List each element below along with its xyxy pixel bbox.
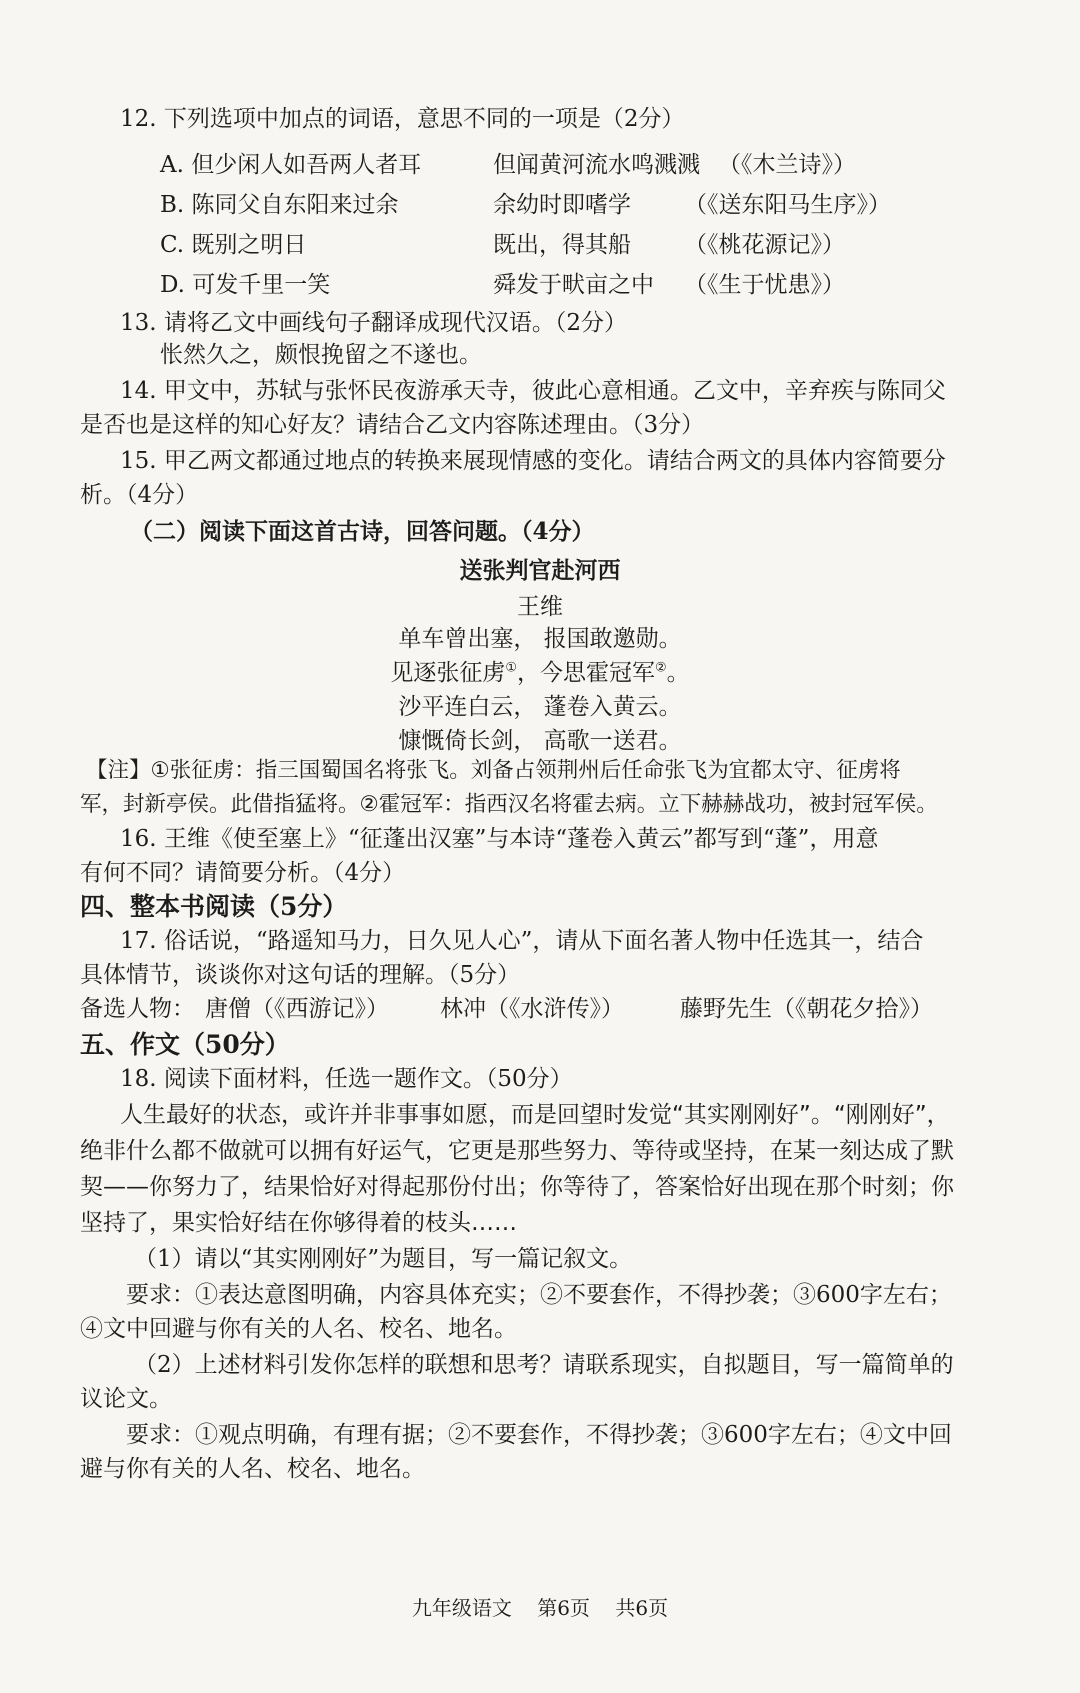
material-line3: 契——你努力了，结果恰好对得起那份付出；你等待了，答案恰好出现在那个时刻；你 <box>80 1174 954 1200</box>
question-14-line2: 是否也是这样的知心好友？请结合乙文内容陈述理由。（3分） <box>80 412 705 438</box>
poem-note-line2: 军，封新亭侯。此借指猛将。②霍冠军：指西汉名将霍去病。立下赫赫战功，被封冠军侯。 <box>80 792 938 817</box>
task-1: （1）请以“其实刚刚好”为题目，写一篇记叙文。 <box>134 1246 633 1272</box>
task-1-requirement-line1: 要求：①表达意图明确，内容具体充实；②不要套作，不得抄袭；③600字左右； <box>126 1282 952 1308</box>
q12-option-a-source: （《木兰诗》） <box>718 152 856 178</box>
question-16-line2: 有何不同？请简要分析。（4分） <box>80 860 406 886</box>
candidate-1: 唐僧（《西游记》） <box>205 996 389 1022</box>
q12-option-d-left: D. 可发千里一笑 <box>160 272 331 298</box>
note-mark-1: ① <box>505 660 517 676</box>
poem-title: 送张判官赴河西 <box>459 557 621 584</box>
question-13-sentence: 怅然久之，颇恨挽留之不遂也。 <box>160 342 482 368</box>
q12-option-c-left: C. 既别之明日 <box>160 232 307 258</box>
candidate-3: 藤野先生（《朝花夕拾》） <box>680 996 933 1022</box>
section-4-heading: 四、整本书阅读（5分） <box>80 892 348 921</box>
poem-line-2a: 见逐张征虏 <box>390 660 506 686</box>
task-1-requirement-line2: ④文中回避与你有关的人名、校名、地名。 <box>80 1316 517 1342</box>
task-2-line1: （2）上述材料引发你怎样的联想和思考？请联系现实，自拟题目，写一篇简单的 <box>134 1352 954 1378</box>
question-17-line1: 17. 俗话说，“路遥知马力，日久见人心”，请从下面名著人物中任选其一，结合 <box>120 928 924 954</box>
question-17-line2: 具体情节，谈谈你对这句话的理解。（5分） <box>80 962 521 988</box>
q12-option-d-right: 舜发于畎亩之中 <box>493 272 654 298</box>
q12-option-a-right: 但闻黄河流水鸣溅溅 <box>493 152 700 178</box>
q12-option-a-left: A. 但少闲人如吾两人者耳 <box>160 152 422 178</box>
task-2-requirement-line1: 要求：①观点明确，有理有据；②不要套作，不得抄袭；③600字左右；④文中回 <box>126 1422 952 1448</box>
material-line4: 坚持了，果实恰好结在你够得着的枝头…… <box>80 1210 517 1236</box>
question-15-line1: 15. 甲乙两文都通过地点的转换来展现情感的变化。请结合两文的具体内容简要分 <box>120 448 946 474</box>
poem-line-2 <box>0 654 1080 687</box>
poem-line-4: 慷慨倚长剑， 高歌一送君。 <box>398 728 682 754</box>
question-13-stem: 13. 请将乙文中画线句子翻译成现代汉语。（2分） <box>120 310 628 336</box>
candidates-label: 备选人物： <box>80 996 195 1022</box>
poem-line-3: 沙平连白云， 蓬卷入黄云。 <box>398 694 682 720</box>
page-footer: 九年级语文 第6页 共6页 <box>411 1596 669 1620</box>
note-mark-2: ② <box>655 660 667 676</box>
material-line2: 绝非什么都不做就可以拥有好运气，它更是那些努力、等待或坚持，在某一刻达成了默 <box>80 1138 954 1164</box>
section-5-heading: 五、作文（50分） <box>80 1030 290 1059</box>
poem-line-1: 单车曾出塞， 报国敢邀勋。 <box>398 626 682 652</box>
poem-author: 王维 <box>517 594 563 620</box>
task-2-line2: 议论文。 <box>80 1386 172 1412</box>
poem-line-2b: ，今思霍冠军 <box>517 660 655 686</box>
section-2-heading: （二）阅读下面这首古诗，回答问题。（4分） <box>130 518 595 545</box>
question-15-line2: 析。（4分） <box>80 482 199 508</box>
q12-option-b-right: 余幼时即嗜学 <box>493 192 631 218</box>
poem-note-line1: 【注】①张征虏：指三国蜀国名将张飞。刘备占领荆州后任命张飞为宜都太守、征虏将 <box>86 758 901 783</box>
question-16-line1: 16. 王维《使至塞上》“征蓬出汉塞”与本诗“蓬卷入黄云”都写到“蓬”，用意 <box>120 826 879 852</box>
question-14-line1: 14. 甲文中，苏轼与张怀民夜游承天寺，彼此心意相通。乙文中，辛弃疾与陈同父 <box>120 378 946 404</box>
material-line1: 人生最好的状态，或许并非事事如愿，而是回望时发觉“其实刚刚好”。“刚刚好”， <box>120 1102 950 1128</box>
q12-option-b-source: （《送东阳马生序》） <box>684 192 891 218</box>
candidate-2: 林冲（《水浒传》） <box>440 996 624 1022</box>
q12-option-c-source: （《桃花源记》） <box>684 232 845 258</box>
question-12-stem: 12. 下列选项中加点的词语，意思不同的一项是（2分） <box>120 106 685 132</box>
question-18-stem: 18. 阅读下面材料，任选一题作文。（50分） <box>120 1066 573 1092</box>
q12-option-b-left: B. 陈同父自东阳来过余 <box>160 192 399 218</box>
q12-option-d-source: （《生于忧患》） <box>684 272 845 298</box>
poem-line-2c: 。 <box>666 660 690 686</box>
q12-option-c-right: 既出，得其船 <box>493 232 631 258</box>
task-2-requirement-line2: 避与你有关的人名、校名、地名。 <box>80 1456 425 1482</box>
